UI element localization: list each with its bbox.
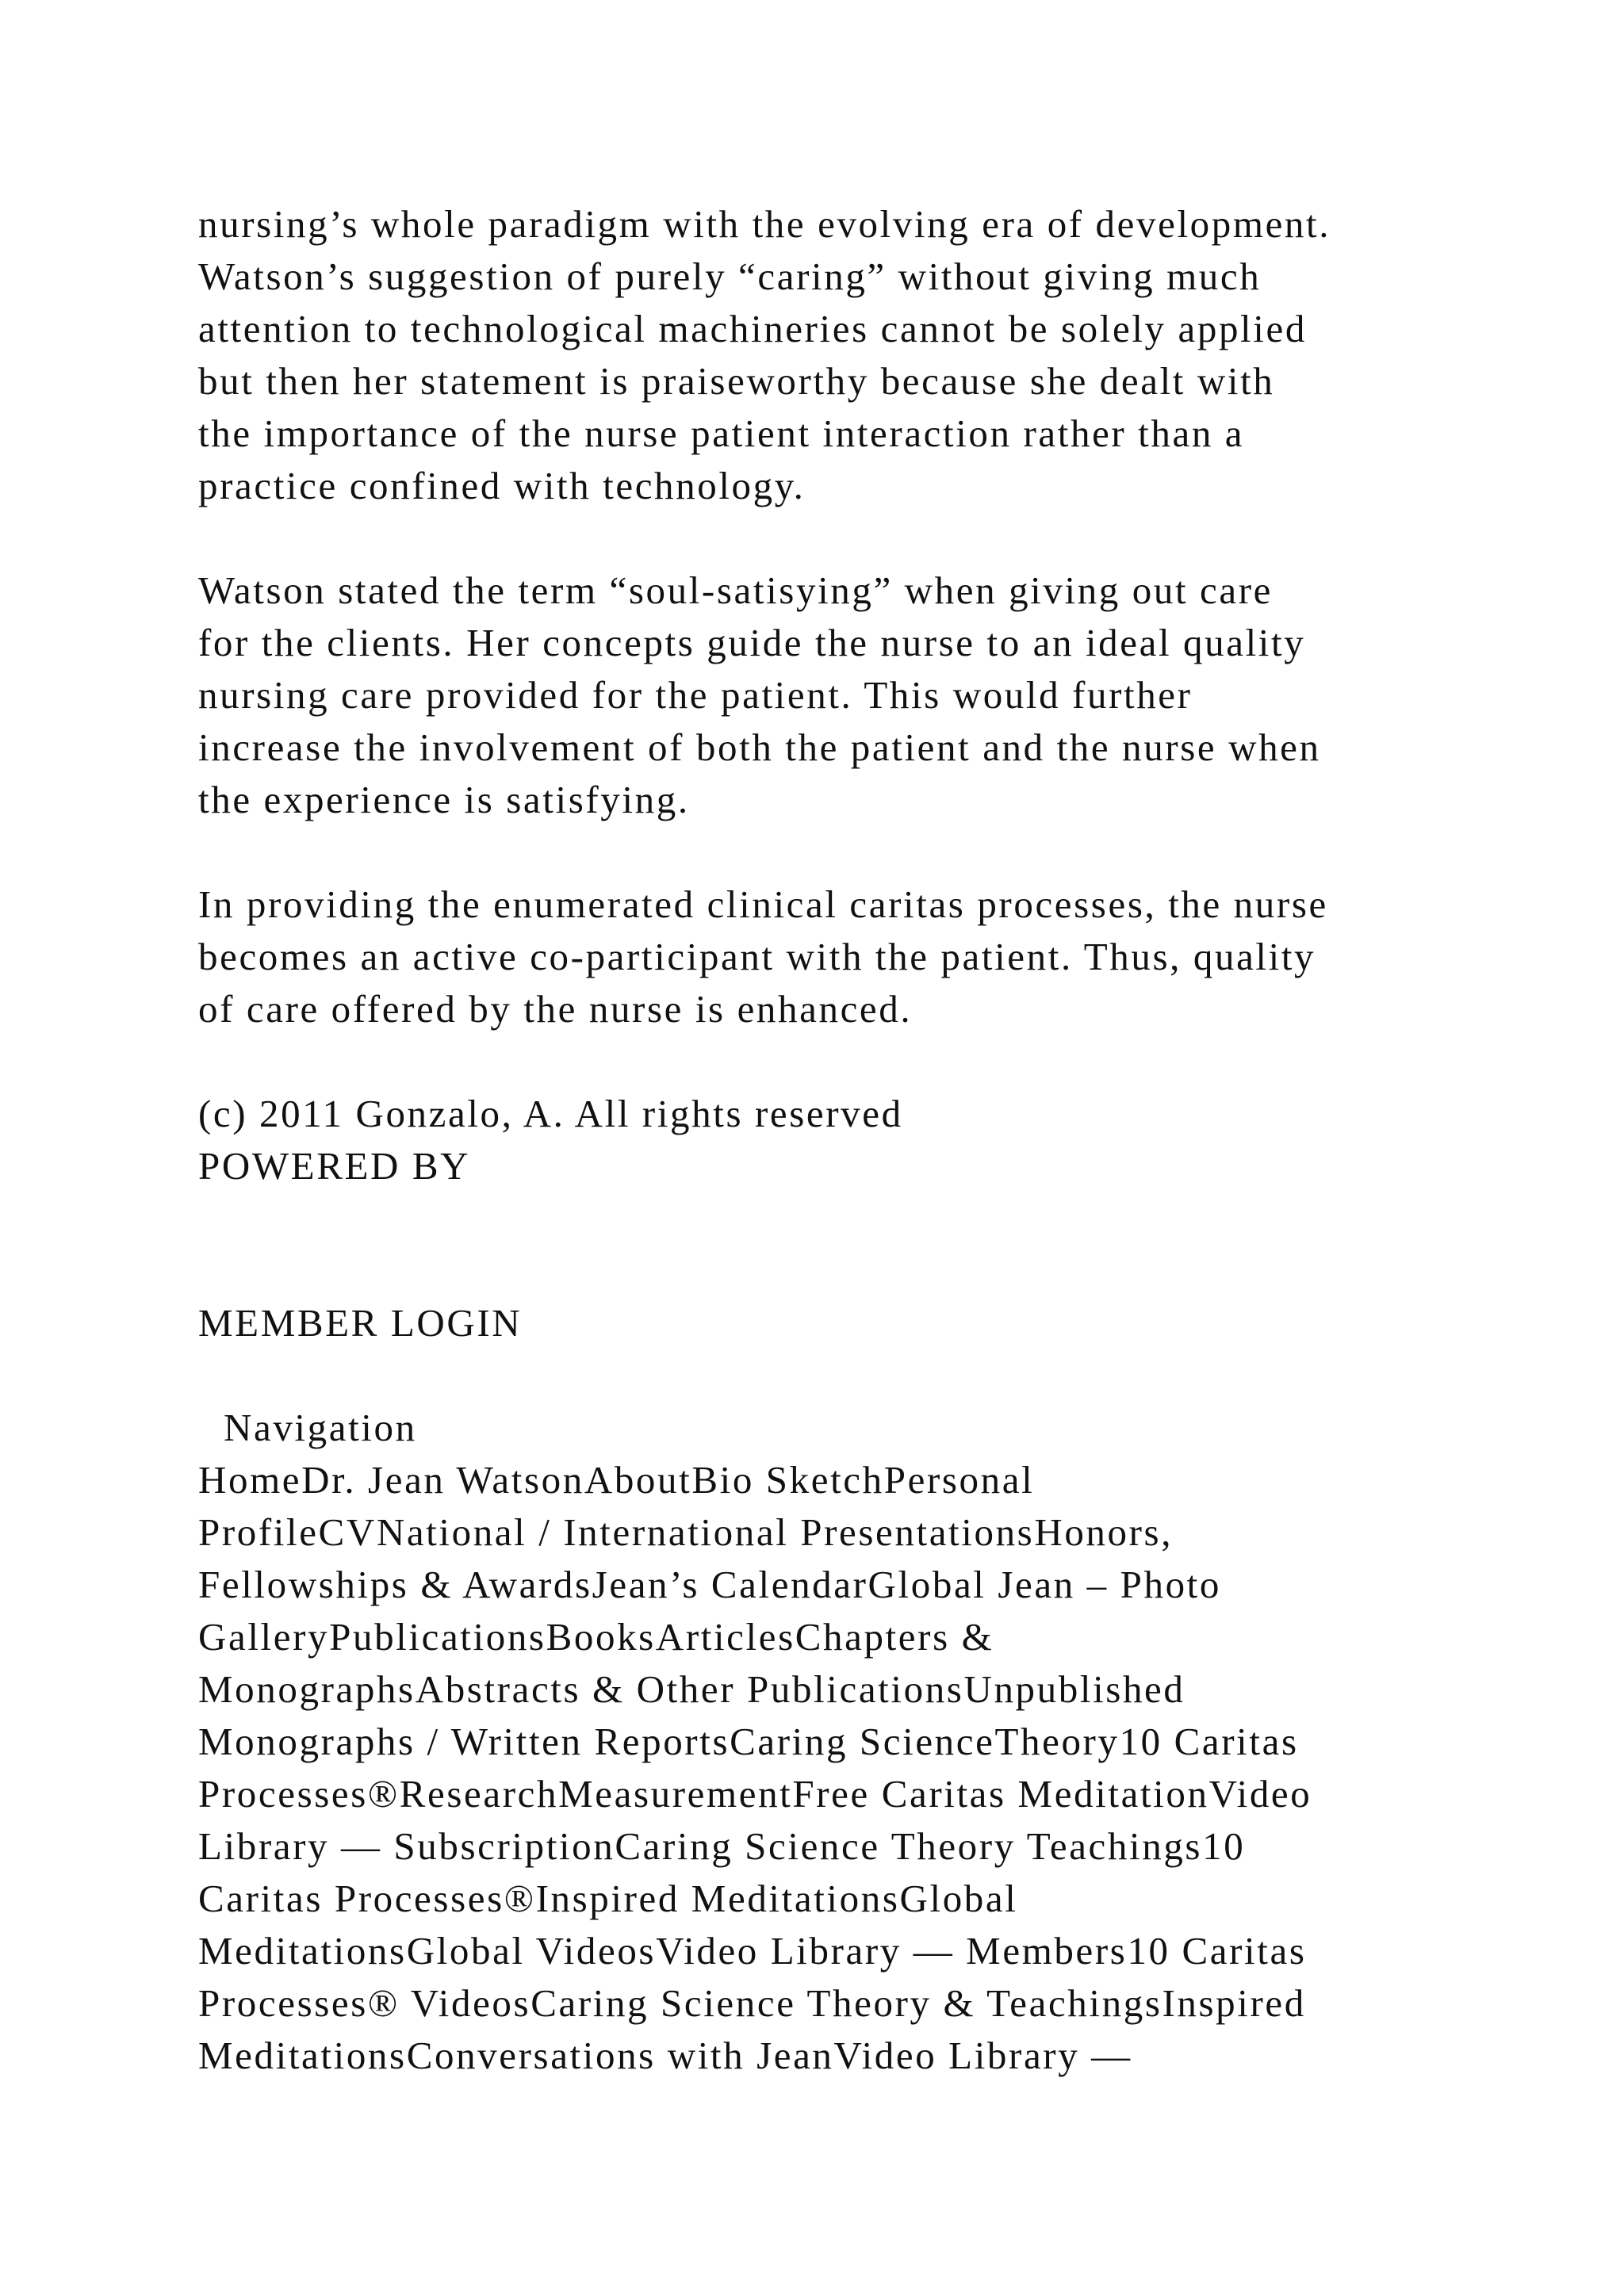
navigation-line[interactable]: HomeDr. Jean WatsonAboutBio SketchPersonal: [198, 1458, 1035, 1502]
member-login-block: [198, 1297, 1467, 1349]
text-line: Watson stated the term “soul-satisying” when giving out care: [198, 568, 1273, 612]
text-line: nursing’s whole paradigm with the evolving era of development.: [198, 202, 1331, 246]
navigation-line[interactable]: Monographs / Written ReportsCaring ScienceTheory10 Caritas: [198, 1720, 1299, 1763]
text-line: of care offered by the nurse is enhanced.: [198, 987, 913, 1031]
text-line: for the clients. Her concepts guide the nurse to an ideal quality: [198, 621, 1306, 664]
copyright-text: (c) 2011 Gonzalo, A. All rights reserved: [198, 1092, 903, 1135]
text-line: increase the involvement of both the patient and the nurse when: [198, 725, 1321, 769]
footer-block: [198, 1088, 1467, 1192]
text-line: nursing care provided for the patient. This would further: [198, 673, 1193, 717]
powered-by-text: POWERED BY: [198, 1144, 471, 1188]
paragraph-2: [198, 564, 1467, 826]
navigation-line[interactable]: GalleryPublicationsBooksArticlesChapters &: [198, 1615, 994, 1659]
navigation-line[interactable]: Library — SubscriptionCaring Science Theory Teachings10: [198, 1824, 1246, 1868]
navigation-line[interactable]: MeditationsConversations with JeanVideo Library —: [198, 2034, 1132, 2077]
navigation-block: [198, 1402, 1467, 2082]
text-line: the importance of the nurse patient interaction rather than a: [198, 411, 1245, 455]
text-line: Watson’s suggestion of purely “caring” without giving much: [198, 254, 1262, 298]
navigation-heading: Navigation: [224, 1406, 417, 1449]
text-line: the experience is satisfying.: [198, 778, 690, 821]
navigation-line[interactable]: Fellowships & AwardsJean’s CalendarGlobal Jean – Photo: [198, 1563, 1221, 1606]
navigation-line[interactable]: Processes®ResearchMeasurementFree Caritas MeditationVideo: [198, 1772, 1312, 1816]
paragraph-3: [198, 878, 1467, 1035]
navigation-line[interactable]: Caritas Processes®Inspired MeditationsGlobal: [198, 1877, 1018, 1920]
text-line: but then her statement is praiseworthy because she dealt with: [198, 359, 1275, 403]
navigation-line[interactable]: MonographsAbstracts & Other PublicationsUnpublished: [198, 1667, 1185, 1711]
text-line: practice confined with technology.: [198, 464, 806, 507]
text-line: becomes an active co-participant with the patient. Thus, quality: [198, 935, 1316, 978]
navigation-line[interactable]: Processes® VideosCaring Science Theory & TeachingsInspired: [198, 1981, 1306, 2025]
text-line: In providing the enumerated clinical caritas processes, the nurse: [198, 882, 1328, 926]
member-login-link[interactable]: MEMBER LOGIN: [198, 1301, 523, 1345]
text-line: attention to technological machineries cannot be solely applied: [198, 307, 1307, 350]
navigation-line[interactable]: ProfileCVNational / International PresentationsHonors,: [198, 1510, 1174, 1554]
paragraph-1: [198, 198, 1467, 512]
navigation-line[interactable]: MeditationsGlobal VideosVideo Library — Members10 Caritas: [198, 1929, 1307, 1973]
